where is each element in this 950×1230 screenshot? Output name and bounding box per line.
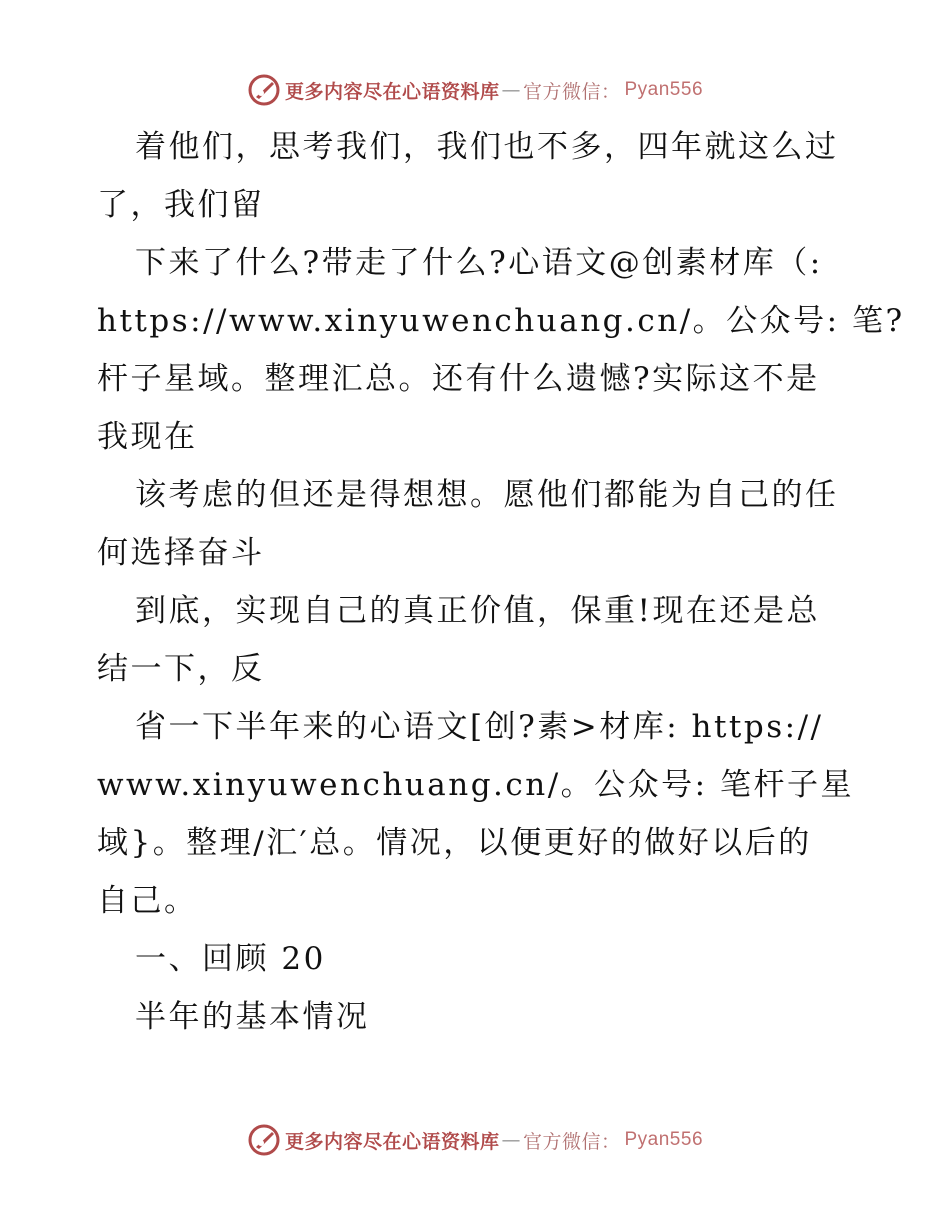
text-line: 着他们，思考我们，我们也不多，四年就这么过 — [135, 129, 839, 165]
text-line: 该考虑的但还是得想想。愿他们都能为自己的任 — [135, 477, 839, 513]
text-line: 省一下半年来的心语文[创?素>材库: https:// — [135, 709, 824, 745]
text-line: https://www.xinyuwenchuang.cn/。公众号: 笔? — [97, 303, 905, 339]
text-line: 杆子星域。整理汇总。还有什么遗憾?实际这不是 — [97, 361, 820, 397]
brand-logo-icon — [247, 73, 281, 107]
header-watermark — [0, 70, 950, 110]
text-line: 半年的基本情况 — [135, 999, 370, 1035]
text-line: 我现在 — [97, 419, 198, 455]
footer-watermark — [0, 1120, 950, 1160]
text-line: www.xinyuwenchuang.cn/。公众号: 笔杆子星 — [97, 767, 854, 803]
text-line: 域}。整理/汇′总。情况，以便更好的做好以后的 — [97, 825, 812, 861]
text-line: 了，我们留 — [97, 187, 265, 223]
footer-brand-text: 更多内容尽在心语资料库 — [284, 1130, 500, 1153]
document-body — [97, 118, 905, 1046]
footer-wechat-handle: Pyan556 — [624, 1129, 704, 1150]
header-brand-text: 更多内容尽在心语资料库 — [284, 80, 500, 103]
text-line: 到底，实现自己的真正价值，保重!现在还是总 — [135, 593, 820, 629]
text-line: 自己。 — [97, 883, 198, 919]
text-line: 下来了什么?带走了什么?心语文@创素材库（: — [135, 245, 823, 281]
header-wechat-handle: Pyan556 — [624, 79, 704, 100]
text-line: 何选择奋斗 — [97, 535, 265, 571]
brand-logo-icon — [247, 1123, 281, 1157]
footer-wechat-label: 官方微信： — [522, 1130, 621, 1153]
header-wechat-label: 官方微信： — [522, 80, 621, 103]
section-heading: 一、回顾 20 — [135, 941, 326, 977]
text-line: 结一下，反 — [97, 651, 265, 687]
footer-dash: — — [501, 1129, 521, 1151]
header-dash: — — [501, 79, 521, 101]
